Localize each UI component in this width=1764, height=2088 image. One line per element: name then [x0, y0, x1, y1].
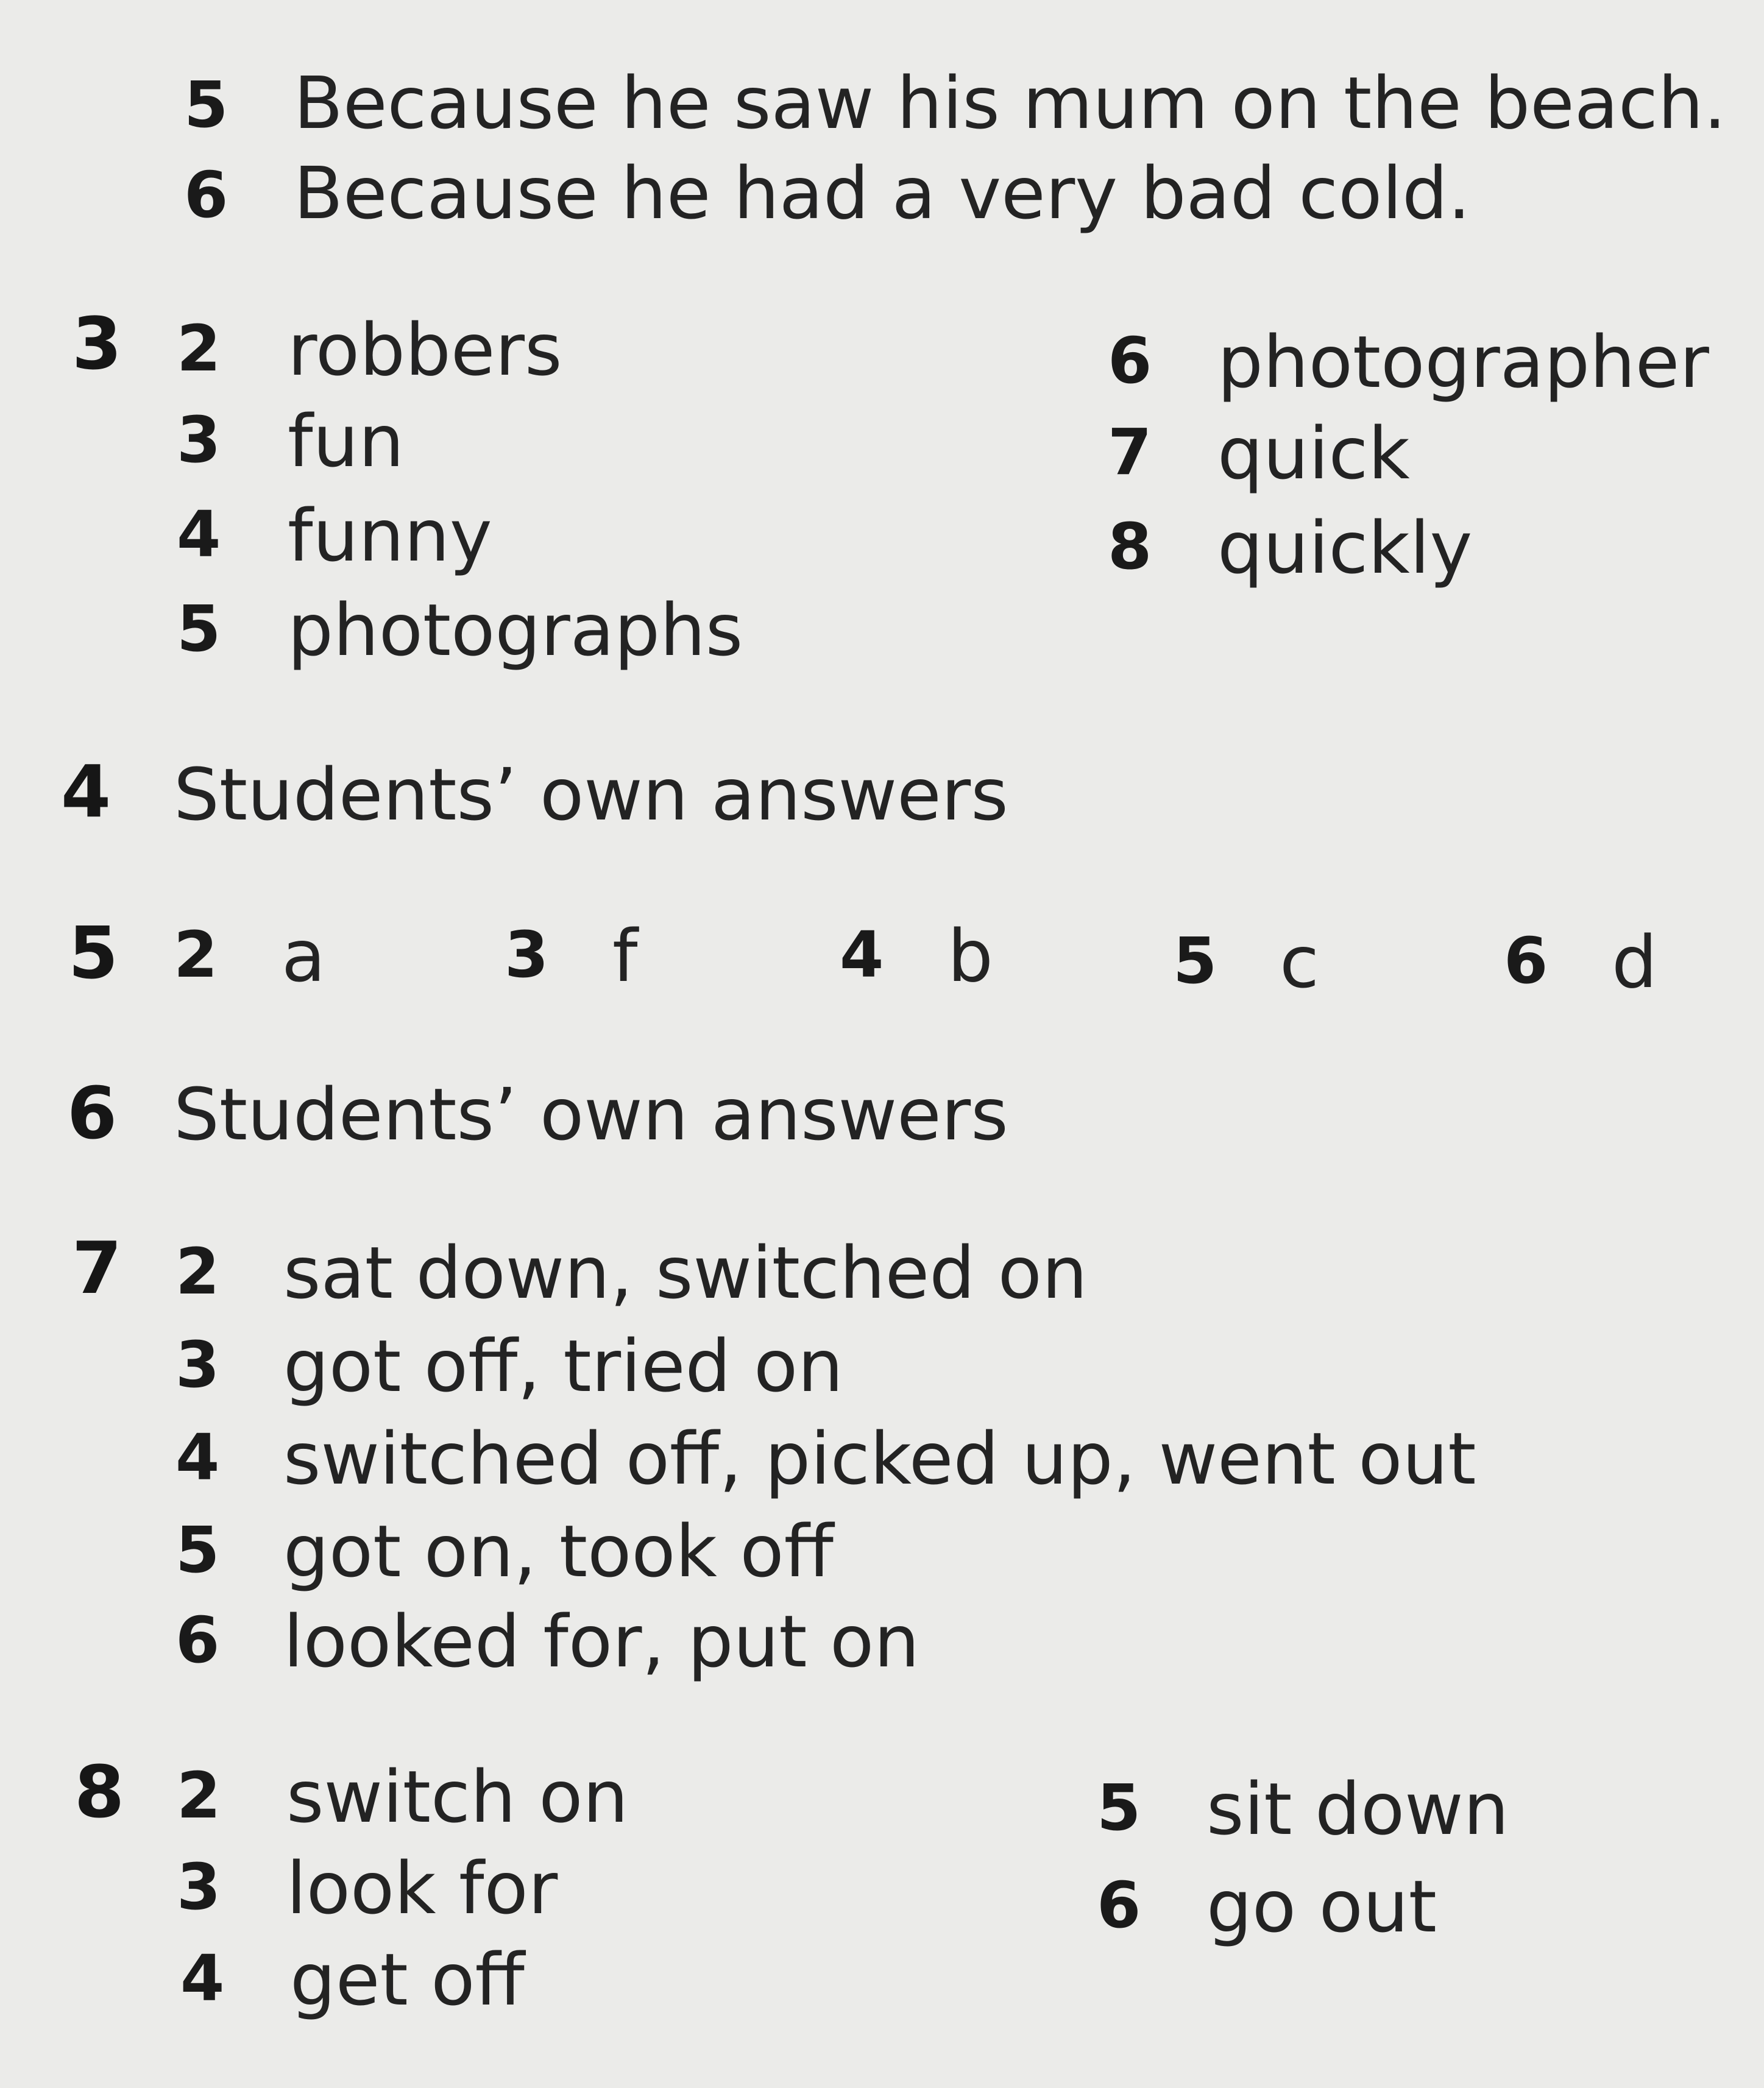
answer-text: sit down	[1206, 1767, 1509, 1851]
answer-text: looked for, put on	[283, 1599, 920, 1683]
answer-text: switched off, picked up, went out	[283, 1417, 1476, 1501]
answer-text: quick	[1217, 411, 1410, 495]
answer-text: fun	[288, 399, 405, 483]
answer-text: got off, tried on	[283, 1324, 843, 1408]
answer-text: Because he had a very bad cold.	[294, 151, 1471, 235]
item-number: 3	[175, 1328, 220, 1402]
answer-text: Because he saw his mum on the beach.	[294, 61, 1727, 145]
item-number: 6	[175, 1603, 220, 1677]
answer-text: robbers	[288, 308, 562, 392]
item-number: 3	[177, 1850, 221, 1924]
answer-text: go out	[1206, 1864, 1437, 1948]
item-number: 4	[175, 1420, 220, 1495]
answer-text: photographer	[1217, 320, 1709, 404]
item-number: 5	[184, 68, 228, 142]
answer-text: d	[1612, 920, 1657, 1004]
item-number: 2	[177, 311, 221, 386]
exercise-number: 6	[67, 1071, 118, 1155]
answer-text: get off	[290, 1938, 525, 2022]
exercise-number: 3	[72, 302, 122, 386]
answer-text: b	[948, 914, 993, 998]
item-number: 2	[177, 1758, 221, 1833]
answer-text: quickly	[1217, 506, 1473, 590]
exercise-number: 7	[72, 1226, 122, 1310]
item-number: 6	[1108, 324, 1152, 398]
item-number: 4	[177, 497, 221, 572]
item-number: 6	[1097, 1868, 1141, 1942]
answer-text: switch on	[286, 1755, 629, 1839]
item-number: 8	[1108, 509, 1152, 584]
item-number: 5	[1173, 924, 1217, 998]
answer-text: f	[612, 914, 638, 998]
answer-text: c	[1280, 920, 1319, 1004]
answer-text: sat down, switched on	[283, 1231, 1088, 1315]
item-number: 2	[174, 918, 218, 992]
exercise-number: 8	[74, 1750, 125, 1834]
item-number: 6	[184, 158, 228, 232]
item-number: 4	[180, 1941, 225, 2015]
answer-text: photographs	[288, 588, 743, 672]
item-number: 5	[175, 1513, 220, 1587]
answer-text: look for	[286, 1846, 558, 1930]
exercise-number: 4	[61, 749, 112, 833]
answer-text: Students’ own answers	[174, 752, 1008, 837]
answer-text: got on, took off	[283, 1509, 834, 1593]
item-number: 3	[177, 403, 221, 477]
answer-text: funny	[288, 494, 492, 578]
answer-text: a	[282, 914, 326, 998]
item-number: 4	[840, 918, 884, 992]
exercise-number: 5	[68, 911, 119, 995]
item-number: 7	[1108, 415, 1152, 489]
item-number: 5	[1097, 1771, 1141, 1845]
item-number: 5	[177, 592, 221, 666]
answer-text: Students’ own answers	[174, 1072, 1008, 1156]
item-number: 3	[505, 918, 549, 992]
item-number: 6	[1504, 924, 1548, 998]
item-number: 2	[175, 1234, 220, 1309]
